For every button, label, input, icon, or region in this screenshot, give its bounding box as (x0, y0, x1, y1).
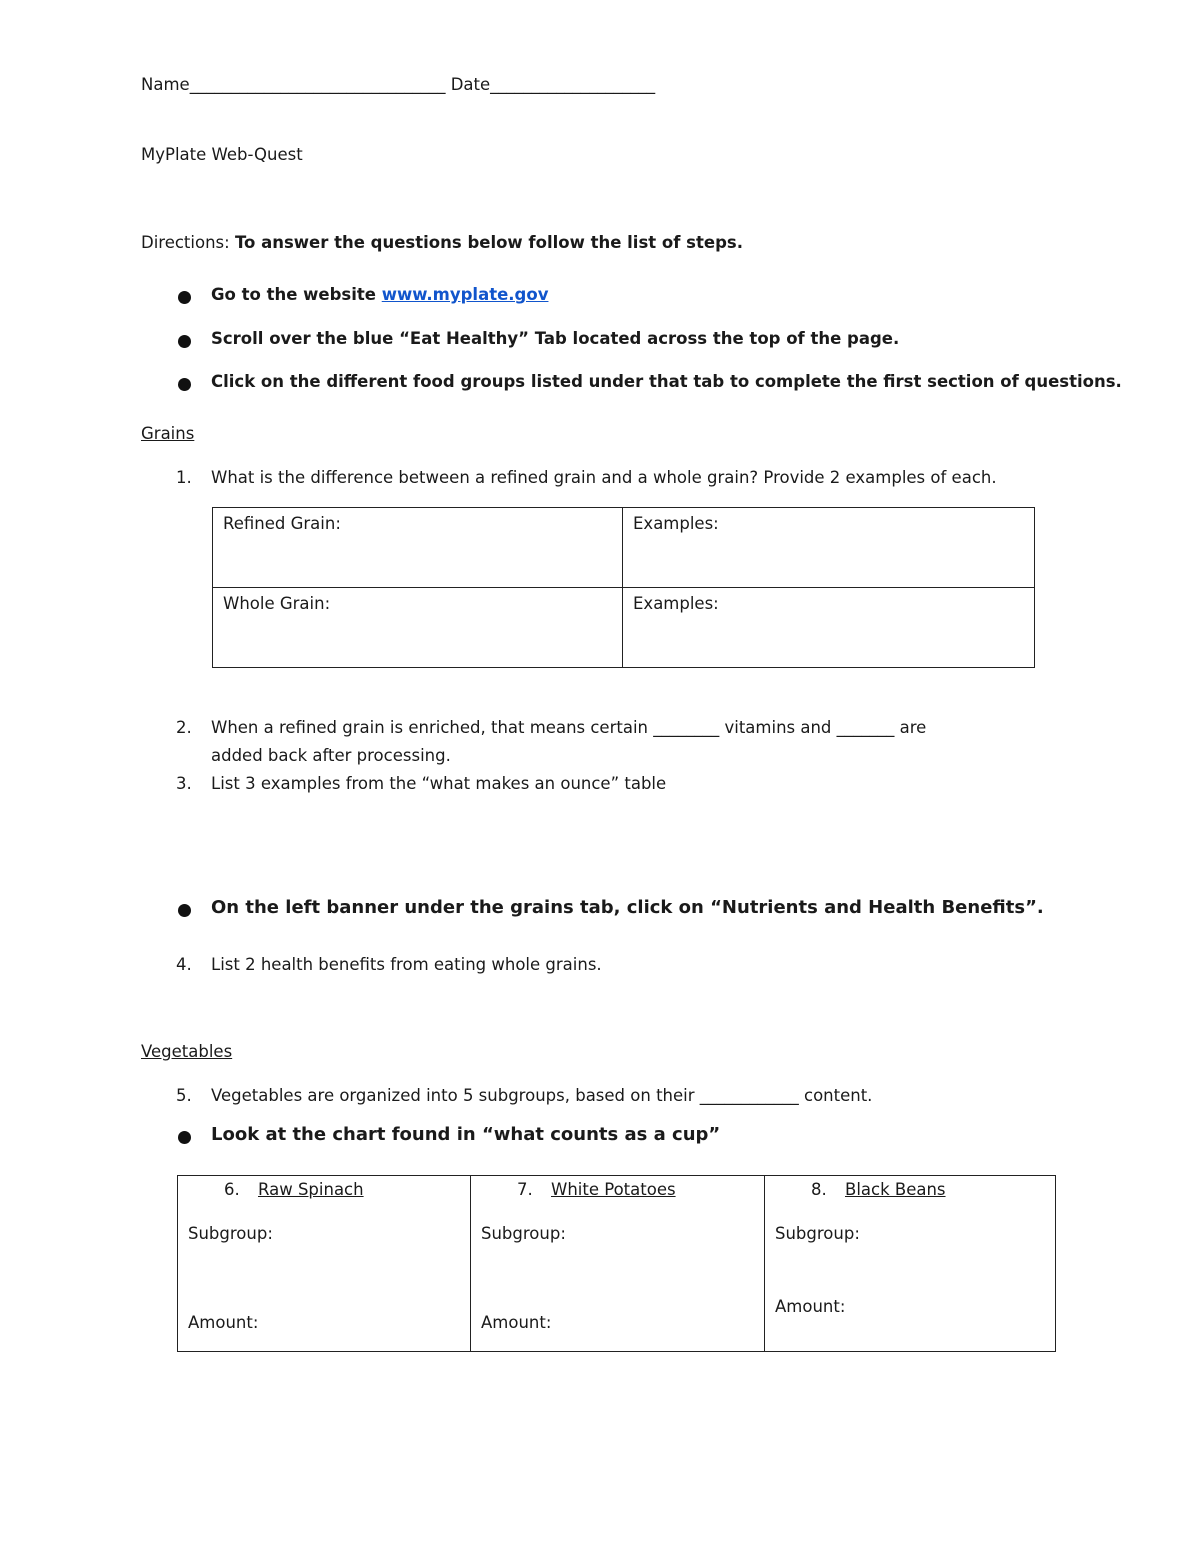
whole-grain-cell[interactable] (213, 588, 623, 668)
q4-number: 4. (176, 955, 192, 974)
directions-text: To answer the questions below follow the list of steps. (234, 233, 743, 252)
q2-number: 2. (176, 718, 192, 737)
veg-8-amount: Amount: (775, 1297, 846, 1316)
veg-8-number: 8. (811, 1180, 827, 1199)
q1-text: What is the difference between a refined grain and a whole grain? Provide 2 examples of each. (211, 468, 997, 487)
q5-number: 5. (176, 1086, 192, 1105)
refined-grain-cell[interactable] (213, 508, 623, 588)
date-label: Date (450, 75, 491, 94)
myplate-link[interactable]: www.myplate.gov (381, 285, 549, 304)
page-title: MyPlate Web-Quest (141, 145, 303, 164)
directions (141, 233, 743, 252)
directions-label: Directions: (141, 233, 230, 252)
refined-examples-label: Examples: (633, 514, 719, 533)
veg-7-amount: Amount: (481, 1313, 552, 1332)
q3-number: 3. (176, 774, 192, 793)
q4-text: List 2 health benefits from eating whole grains. (211, 955, 602, 974)
whole-examples-label: Examples: (633, 594, 719, 613)
veg-8-item: Black Beans (845, 1180, 946, 1199)
veg-8-subgroup: Subgroup: (775, 1224, 860, 1243)
bullet-icon (178, 291, 191, 304)
veg-7-subgroup: Subgroup: (481, 1224, 566, 1243)
veg-7-number: 7. (517, 1180, 533, 1199)
veg-6-number: 6. (224, 1180, 240, 1199)
q1-number: 1. (176, 468, 192, 487)
grain-table (212, 507, 1035, 668)
step-1 (211, 285, 548, 304)
veg-7-item: White Potatoes (551, 1180, 676, 1199)
name-blank[interactable]: _______________________________ (189, 75, 446, 94)
bullet-icon (178, 378, 191, 391)
veg-6-subgroup: Subgroup: (188, 1224, 273, 1243)
veg-cell-spinach[interactable] (178, 1176, 471, 1352)
veg-chart (177, 1175, 1056, 1352)
bullet-icon (178, 1131, 191, 1144)
step-2: Scroll over the blue “Eat Healthy” Tab located across the top of the page. (211, 329, 900, 348)
veg-6-amount: Amount: (188, 1313, 259, 1332)
date-blank[interactable]: ____________________ (490, 75, 656, 94)
whole-examples-cell[interactable] (623, 588, 1035, 668)
name-date-line (141, 75, 655, 94)
name-label: Name (141, 75, 190, 94)
refined-grain-label: Refined Grain: (223, 514, 341, 533)
bullet-icon (178, 904, 191, 917)
q5-text: Vegetables are organized into 5 subgroups, based on their ____________ content. (211, 1086, 873, 1105)
bullet-icon (178, 335, 191, 348)
whole-grain-label: Whole Grain: (223, 594, 331, 613)
q2-line-1: When a refined grain is enriched, that means certain ________ vitamins and _______ are (211, 718, 927, 737)
refined-examples-cell[interactable] (623, 508, 1035, 588)
q2-line-2: added back after processing. (211, 746, 451, 765)
step-3: Click on the different food groups listed under that tab to complete the first section of questions. (211, 372, 1122, 391)
step-1-text: Go to the website (211, 285, 382, 304)
vegetables-heading: Vegetables (141, 1042, 233, 1061)
grains-heading: Grains (141, 424, 195, 443)
step-4: On the left banner under the grains tab, click on “Nutrients and Health Benefits”. (211, 897, 1044, 918)
q3-text: List 3 examples from the “what makes an ounce” table (211, 774, 667, 793)
step-5: Look at the chart found in “what counts as a cup” (211, 1124, 721, 1145)
veg-cell-potatoes[interactable] (471, 1176, 765, 1352)
veg-cell-beans[interactable] (765, 1176, 1056, 1352)
veg-6-item: Raw Spinach (258, 1180, 364, 1199)
